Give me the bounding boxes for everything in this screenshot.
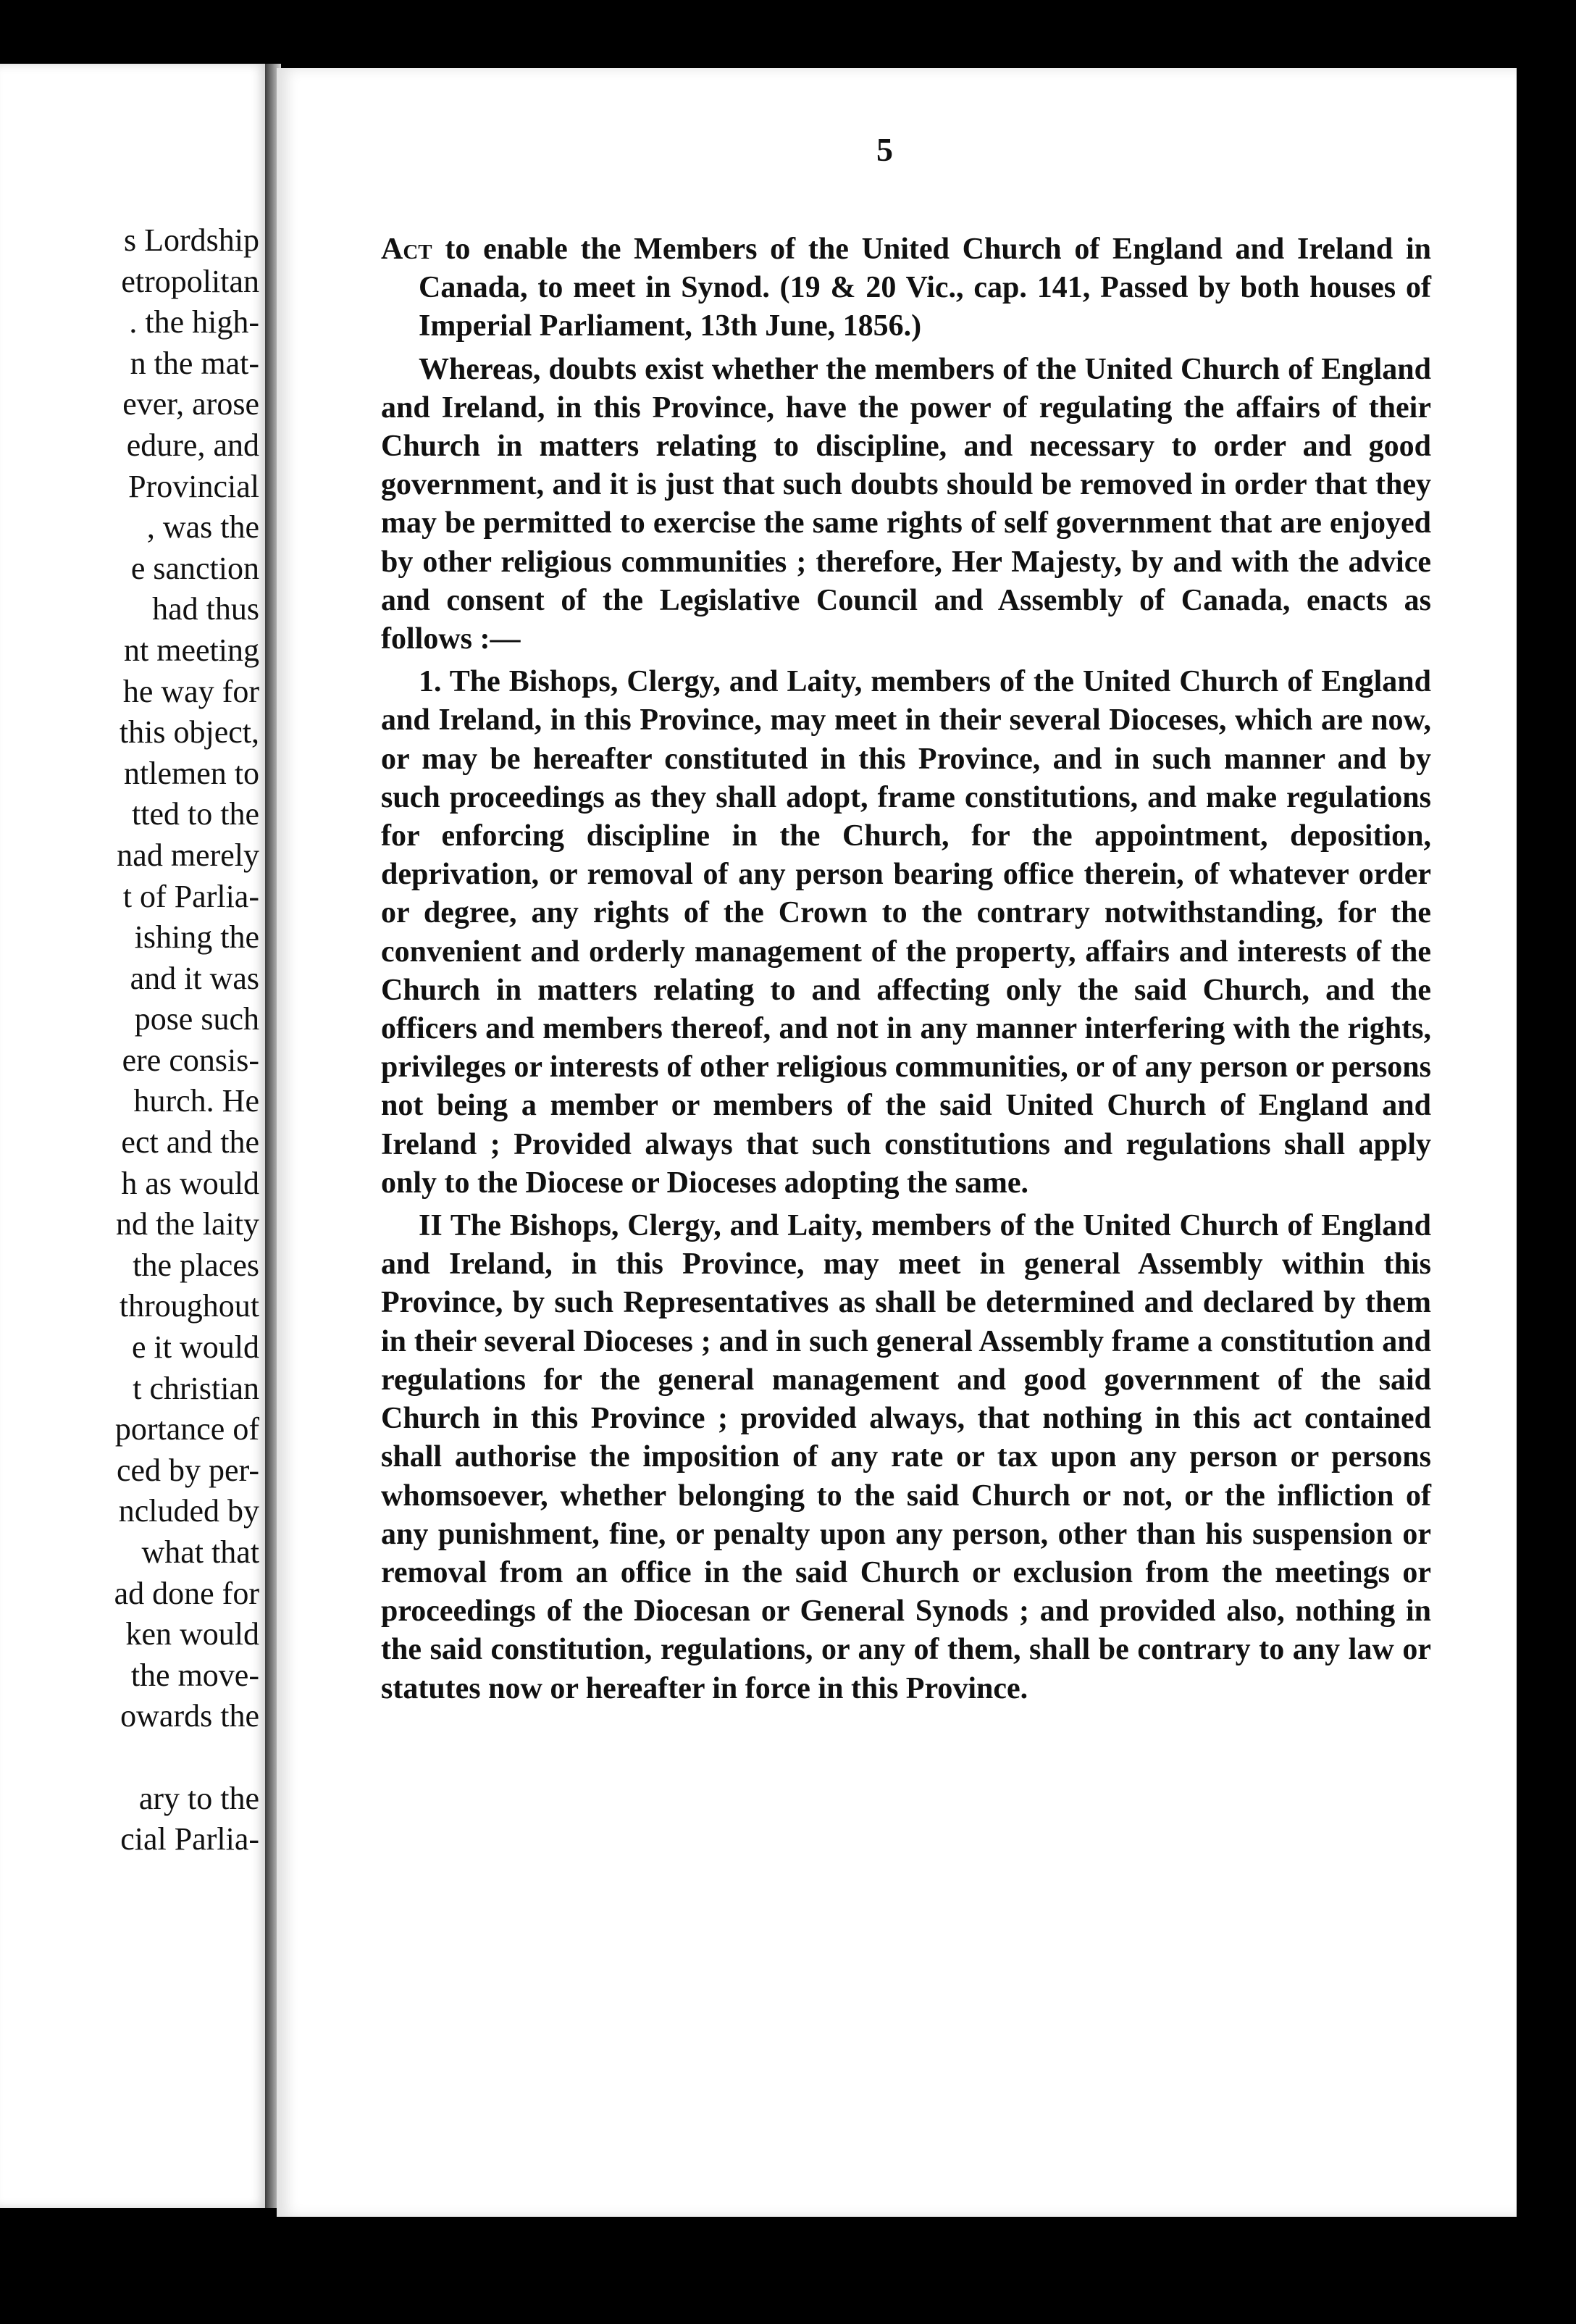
left-page [0, 64, 272, 2208]
left-page-line: n the mat- [130, 345, 259, 381]
section-1-paragraph: 1. The Bishops, Clergy, and Laity, members of the United Church of England and Ireland, in this Province, may meet in their several Dioceses, which are now, or may be hereafter constituted in this Province, and in such manner and by such proceedings as they shall adopt, frame constitutions, and make regulations for enforcing discipline in the Church, for the appointment, deposition, deprivation, or removal of any person bearing office therein, of whatever order or degree, any rights of the Crown to the contrary notwithstanding, for the convenient and orderly management of the property, affairs and interests of the Church in matters relating to and affecting only the said Church, and the officers and members thereof, and not in any manner interfering with the rights, privileges or interests of other religious communities, or of any person or persons not being a member or members of the said United Church of England and Ireland ; Provided always that such constitutions and regulations shall apply only to the Diocese or Dioceses adopting the same. [381, 665, 1431, 1200]
act-text [381, 230, 1431, 1708]
left-page-line: t of Parlia- [122, 878, 259, 914]
act-title-rest: to enable the Members of the United Church of England and Ireland in Canada, to meet in Synod. (19 & 20 Vic., cap. 141, Passed by both houses of Imperial Parliament, 13th June, 1856.) [419, 233, 1431, 343]
left-page-line: owards the [120, 1698, 259, 1734]
act-title [381, 230, 1431, 346]
left-page-line: ad done for [114, 1575, 259, 1611]
left-page-line: the places [133, 1247, 259, 1283]
left-page-line: this object, [119, 714, 259, 751]
left-page-line: nt meeting [124, 632, 259, 668]
left-page-line: pose such [134, 1001, 259, 1037]
left-page-line: he way for [122, 673, 259, 709]
left-page-line: portance of [114, 1411, 259, 1447]
left-page-line: cial Parlia- [120, 1821, 259, 1857]
left-page-line: edure, and [126, 427, 259, 463]
left-page-line: ere consis- [122, 1042, 259, 1078]
act-title-lead: Act [381, 233, 432, 266]
left-page-line: ncluded by [118, 1493, 259, 1529]
left-page-line: ced by per- [116, 1452, 259, 1488]
left-page-line: ishing the [134, 919, 259, 956]
left-page-line: . the high- [129, 304, 259, 340]
left-page-line: ever, arose [122, 386, 259, 422]
section-2-paragraph: II The Bishops, Clergy, and Laity, members of the United Church of England and Ireland, in this Province, may meet in general Assembly within this Province, by such Representatives as shall be determined and declared by them in their several Dioceses ; and in such general Assembly frame a constitution and regulations for the general management and good government of the said Church in this Province ; provided always, that nothing in this act contained shall authorise the imposition of any rate or tax upon any person or persons whomsoever, whether belonging to the said Church or not, or the infliction of any punishment, fine, or penalty upon any person, other than his suspension or removal from an office in the said Church or exclusion from the meetings or proceedings of the Diocesan or General Synods ; and provided also, nothing in the said constitution, regulations, or any of them, shall be contrary to any law or statutes now or hereafter in force in this Province. [381, 1209, 1431, 1705]
left-page-line: etropolitan [121, 263, 259, 299]
left-page-line: hurch. He [133, 1083, 259, 1119]
page-number: 5 [876, 131, 893, 168]
left-page-line: ary to the [138, 1780, 259, 1816]
left-page-line [114, 1737, 259, 1778]
left-page-line: ect and the [121, 1124, 259, 1161]
left-page-line: throughout [119, 1288, 259, 1324]
left-page-line: the move- [130, 1657, 259, 1693]
preamble-paragraph: Whereas, doubts exist whether the members of the United Church of England and Ireland, in this Province, have the power of regulating the affairs of their Church in matters relating to discipline, and necessary to order and good government, and it is just that such doubts should be removed in order that they may be permitted to exercise the same rights of self government that are enjoyed by other religious communities ; therefore, Her Majesty, by and with the advice and consent of the Legislative Council and Assembly of Canada, enacts as follows :— [381, 352, 1431, 656]
left-page-line: s Lordship [124, 222, 259, 258]
left-page-line: and it was [130, 960, 259, 996]
left-page-line: , was the [146, 509, 259, 546]
left-page-line: tted to the [132, 796, 259, 832]
left-page-line: nad merely [117, 837, 259, 873]
left-page-line: t christian [133, 1370, 259, 1406]
left-page-line: h as would [121, 1165, 259, 1201]
left-page-line: ntlemen to [124, 755, 259, 791]
left-page-line: e it would [132, 1329, 259, 1366]
left-page-line: e sanction [130, 550, 259, 586]
left-page-line: ken would [125, 1616, 259, 1652]
left-page-line: Provincial [128, 468, 259, 504]
left-page-line: what that [141, 1534, 259, 1570]
left-page-line: nd the laity [116, 1206, 259, 1242]
left-page-text [114, 220, 259, 1860]
left-page-line: had thus [152, 591, 259, 627]
